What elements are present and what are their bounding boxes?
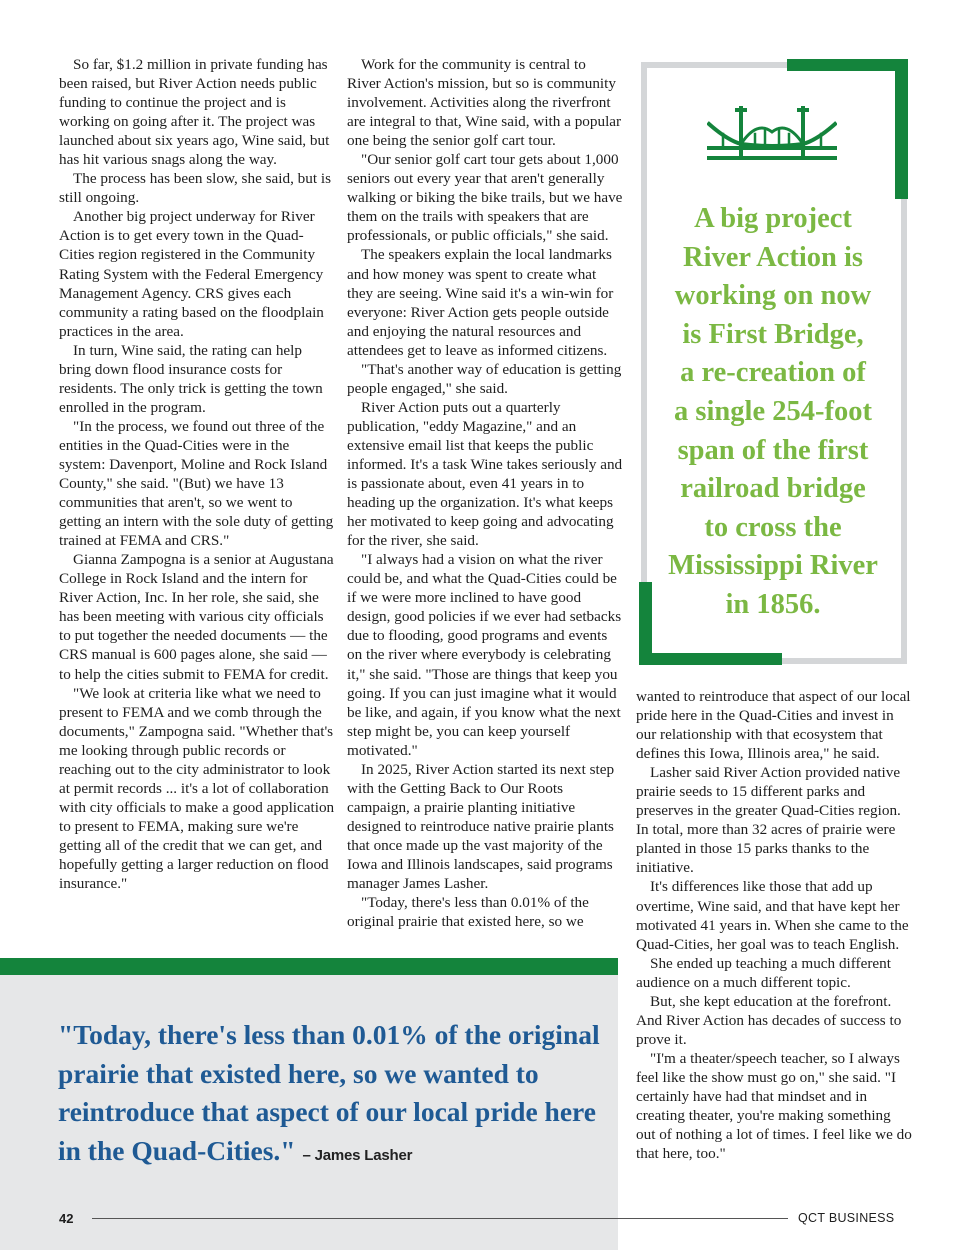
article-paragraph: "Our senior golf cart tour gets about 1,000 seniors out every year that aren't generally walking or biking the bike trails, but we have them on the trails with speakers that are professionals, or public officials," she said.	[347, 151, 623, 245]
publication-name: QCT BUSINESS	[798, 1211, 895, 1225]
article-column-1	[59, 55, 335, 893]
article-paragraph: Another big project underway for River Action is to get every town in the Quad-Cities region registered in the Community Rating System with the Federal Emergency Management Agency. CRS gives each community a rating based on the floodplain practices in the area.	[59, 208, 324, 340]
article-paragraph: "Today, there's less than 0.01% of the original prairie that existed here, so we	[347, 894, 589, 931]
article-column-3	[636, 687, 912, 1163]
article-paragraph: Lasher said River Action provided native prairie seeds to 15 different parks and preserves in the greater Quad-Cities region. In total, more than 32 acres of prairie were planted in those 15 parks thanks to the initiative.	[636, 764, 901, 877]
article-paragraph: "I'm a theater/speech teacher, so I always feel like the show must go on," she said. "I certainly have had that mindset and in creating theater, you're making something out of nothing a lot of times. I feel like we do that here, too."	[636, 1049, 912, 1163]
article-paragraph: In 2025, River Action started its next step with the Getting Back to Our Roots campaign, a prairie planting initiative designed to reintroduce native prairie plants that once made up the vast majority of the Iowa and Illinois landscapes, said programs manager James Lasher.	[347, 760, 615, 893]
pull-quote-corner-accent-right	[895, 59, 908, 199]
pull-quote-corner-accent-top	[787, 59, 908, 71]
article-paragraph: "I always had a vision on what the river could be, and what the Quad-Cities could be if we were more inclined to have good design, good policies if we ever had setbacks due to flooding, good programs and events on the river where everybody is celebrating it," she said. "Those are things that keep you going. If you can just imagine what it would be like, and again, if you know what the next step might be, you can keep yourself motivated."	[347, 551, 622, 759]
page-number: 42	[59, 1211, 74, 1226]
article-paragraph: The process has been slow, she said, but is still ongoing.	[59, 170, 331, 207]
article-paragraph: "We look at criteria like what we need to present to FEMA and we comb through the documents," Zampogna said. "Whether that's me looking through public records or reaching out to the city administrator to look at permit records ... it's a lot of collaboration with city officials to make a good application to present to FEMA, making sure we're getting all of the credit that we can get, and hopefully getting a larger reduction on flood insurance."	[59, 684, 335, 893]
bridge-icon	[707, 104, 837, 162]
bottom-quote-text: "Today, there's less than 0.01% of the original prairie that existed here, so we wanted to reintroduce that aspect of our local pride here in the Quad-Cities."	[58, 1019, 600, 1166]
article-paragraph: So far, $1.2 million in private funding has been raised, but River Action needs public funding to continue the project and is working on going after it. The project was launched about six years ago, Wine said, but has hit various snags along the way.	[59, 56, 330, 169]
article-paragraph: It's differences like those that add up overtime, Wine said, and that have kept her motivated 41 years in. When she came to the Quad-Cities, her goal was to teach English.	[636, 878, 909, 953]
article-paragraph: The speakers explain the local landmarks and how money was spent to create what they are seeing. Wine said it's a win-win for everyone: River Action gets people outside and enjoying the natural resources and attendees get to leave as informed citizens.	[347, 246, 614, 359]
green-accent-band	[0, 958, 618, 975]
column3-continuation-paragraph: wanted to reintroduce that aspect of our local pride here in the Quad-Cities and invest in our relationship with that ecosystem that defines this Iowa, Illinois area," he said.	[636, 688, 911, 763]
bottom-quote	[58, 1016, 608, 1175]
article-paragraph: In turn, Wine said, the rating can help bring down flood insurance costs for residents. The only trick is getting the town enrolled in the program.	[59, 341, 323, 416]
article-column-2	[347, 55, 623, 931]
footer-rule	[92, 1218, 788, 1219]
pull-quote-corner-accent-bottom	[639, 653, 782, 665]
quote-attribution: – James Lasher	[302, 1146, 413, 1164]
article-paragraph: She ended up teaching a much different audience on a much different topic.	[636, 954, 891, 991]
article-paragraph: "That's another way of education is getting people engaged," she said.	[347, 360, 622, 397]
article-paragraph: River Action puts out a quarterly publication, "eddy Magazine," and an extensive email list that keeps the public informed. It's a task Wine takes seriously and is passionate about, even 41 years in to heading up the organization. It's what keeps her motivated to keep going and advocating for the river, she said.	[347, 398, 623, 550]
article-paragraph: Gianna Zampogna is a senior at Augustana College in Rock Island and the intern for River Action, Inc. In her role, she said, she has been meeting with various city officials to put together the needed documents — the CRS manual is 600 pages alone, she said — to help the cities submit to FEMA for credit.	[59, 551, 334, 683]
pull-quote-text: A big project River Action is working on now is First Bridge, a re-creation of a single 254-foot span of the first railroad bridge to cross the Mississippi River in 1856.	[668, 203, 878, 620]
article-paragraph: But, she kept education at the forefront. And River Action has decades of success to prove it.	[636, 992, 902, 1048]
article-paragraph: "In the process, we found out three of the entities in the Quad-Cities were in the system: Davenport, Moline and Rock Island County," she said. "(But) we have 13 communities that aren't, so we went to getting an intern with the sole duty of getting trained at FEMA and CRS."	[59, 417, 334, 550]
article-paragraph: Work for the community is central to River Action's mission, but so is community involvement. Activities along the riverfront are integral to that, Wine said, with a popular one being the senior golf cart tour.	[347, 56, 622, 150]
